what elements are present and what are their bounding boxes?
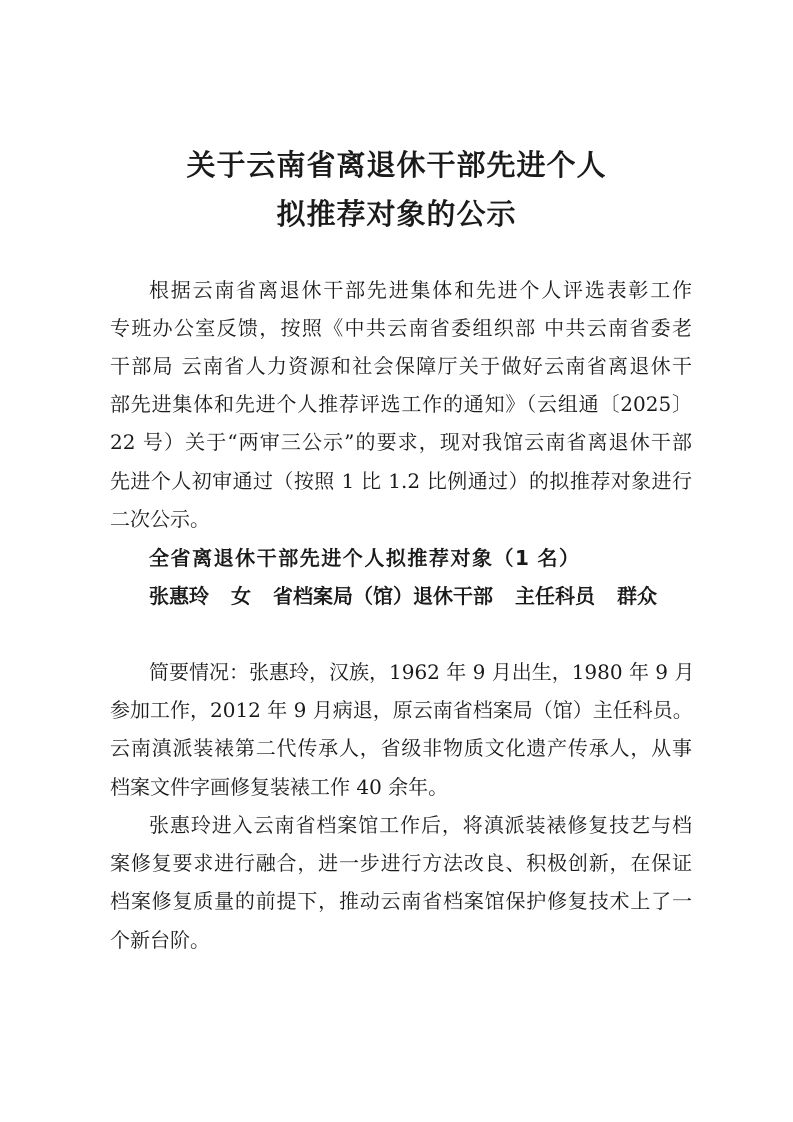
document-title-line-1: 关于云南省离退休干部先进个人 bbox=[186, 148, 607, 182]
summary-line-1: 简要情况：张惠玲，汉族，1962 年 9 月出生，1980 年 9 月 bbox=[149, 660, 695, 684]
intro-line-6: 先进个人初审通过（按照 1 比 1.2 比例通过）的拟推荐对象进行 bbox=[110, 469, 692, 493]
candidate-name: 张惠玲 bbox=[149, 584, 209, 608]
achievement-line-4: 个新台阶。 bbox=[110, 928, 210, 952]
document-title-line-2: 拟推荐对象的公示 bbox=[276, 197, 517, 231]
intro-line-2: 专班办公室反馈，按照《中共云南省委组织部 中共云南省委老 bbox=[110, 316, 692, 340]
candidate-row bbox=[149, 586, 675, 606]
candidate-unit: 省档案局（馆）退休干部 bbox=[273, 584, 493, 608]
summary-line-3: 云南滇派装裱第二代传承人，省级非物质文化遗产传承人，从事 bbox=[110, 736, 692, 760]
candidate-gender: 女 bbox=[231, 584, 251, 608]
intro-line-3: 干部局 云南省人力资源和社会保障厅关于做好云南省离退休干 bbox=[110, 354, 692, 378]
intro-line-1: 根据云南省离退休干部先进集体和先进个人评选表彰工作 bbox=[149, 278, 692, 302]
achievement-line-2: 案修复要求进行融合，进一步进行方法改良、积极创新，在保证 bbox=[110, 851, 692, 875]
candidate-position: 主任科员 bbox=[515, 584, 595, 608]
achievement-line-1: 张惠玲进入云南省档案馆工作后，将滇派装裱修复技艺与档 bbox=[149, 813, 692, 837]
intro-line-7: 二次公示。 bbox=[110, 507, 210, 531]
summary-line-4: 档案文件字画修复装裱工作 40 余年。 bbox=[110, 775, 449, 799]
candidate-political-status: 群众 bbox=[617, 584, 657, 608]
nominee-heading: 全省离退休干部先进个人拟推荐对象（1 名） bbox=[149, 546, 579, 570]
achievement-line-3: 档案修复质量的前提下，推动云南省档案馆保护修复技术上了一 bbox=[110, 889, 692, 913]
intro-line-4: 部先进集体和先进个人推荐评选工作的通知》（云组通〔2025〕 bbox=[110, 392, 692, 416]
summary-line-2: 参加工作，2012 年 9 月病退，原云南省档案局（馆）主任科员。 bbox=[110, 698, 693, 722]
intro-line-5: 22 号）关于“两审三公示”的要求，现对我馆云南省离退休干部 bbox=[110, 430, 692, 454]
